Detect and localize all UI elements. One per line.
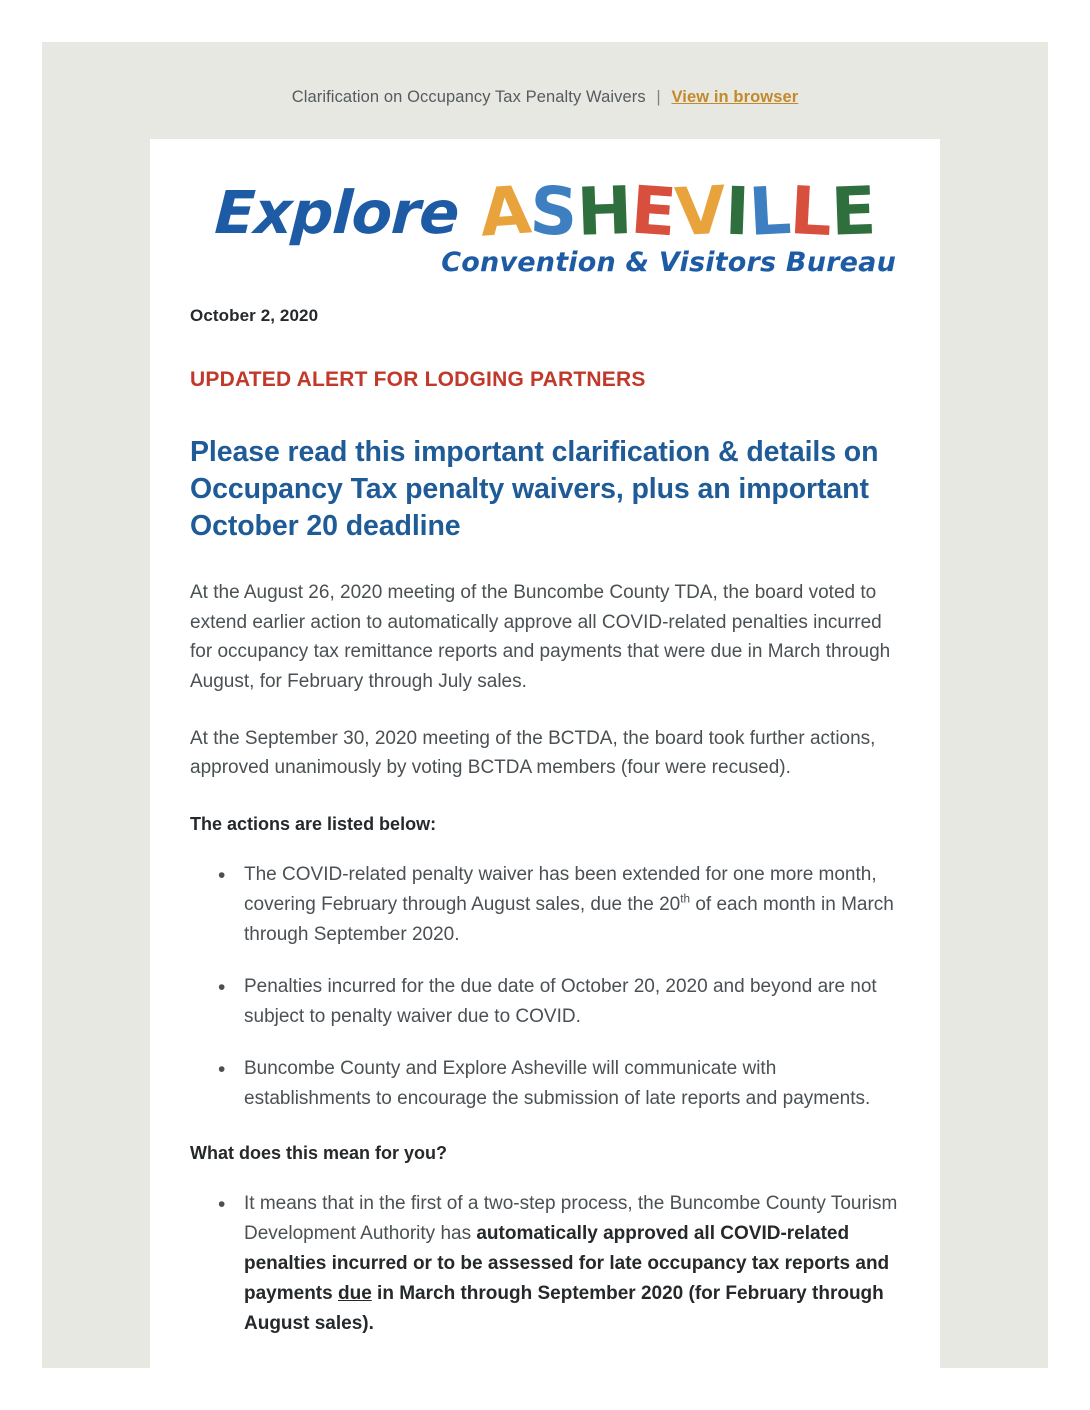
preheader-bar [42, 88, 1048, 107]
actions-heading: The actions are listed below: [190, 813, 437, 834]
action-text-2: Penalties incurred for the due date of October 20, 2020 and beyond are not subject to penalty waiver due to COVID. [244, 975, 877, 1027]
list-item [244, 1189, 900, 1339]
meaning-list [190, 1189, 900, 1339]
action-text-1a: The COVID-related penalty waiver has been extended for one more month, covering February through August sales, due the 20 [244, 863, 877, 915]
logo-letter-i: I [724, 172, 751, 251]
logo-letter-e2: E [829, 172, 877, 251]
meaning-heading: What does this mean for you? [190, 1142, 448, 1163]
paragraph-2: At the September 30, 2020 meeting of the BCTDA, the board took further actions, approved unanimously by voting BCTDA members (four were recused). [190, 728, 876, 779]
preheader-subject: Clarification on Occupancy Tax Penalty Waivers [291, 88, 646, 106]
preheader-separator: | [656, 88, 661, 106]
list-item [244, 860, 900, 950]
meaning-bold-underlined-due: due [337, 1283, 372, 1305]
logo-letter-e1: E [628, 171, 678, 252]
action-text-1b: of each month in March through September 2020. [244, 893, 894, 945]
logo-letter-l2: L [788, 171, 834, 252]
actions-list [190, 860, 900, 1114]
view-in-browser-link[interactable]: View in browser [671, 88, 799, 106]
paragraph-1: At the August 26, 2020 meeting of the Buncombe County TDA, the board voted to extend earlier action to automatically approve all COVID-related penalties incurred for occupancy tax remittance reports and payments that were due in March through August, for February through July sales. [190, 582, 891, 692]
action-superscript-1: th [680, 892, 691, 906]
logo-letter-a1: A [477, 171, 533, 252]
list-item [244, 972, 900, 1032]
explore-asheville-logo [176, 173, 914, 288]
meaning-bold-text-1: automatically approved all COVID-related penalties incurred or to be assessed for late occupancy tax reports and payments [244, 1223, 890, 1305]
logo-wordmark [176, 171, 914, 252]
meaning-lead-text: It means that in the first of a two-step process, the Buncombe County Tourism Development Authority has [244, 1192, 898, 1244]
email-background [42, 42, 1048, 1368]
email-date: October 2, 2020 [190, 306, 319, 325]
alert-heading: UPDATED ALERT FOR LODGING PARTNERS [190, 368, 646, 391]
logo-letter-h: H [575, 172, 633, 251]
page-title: Please read this important clarification & details on Occupancy Tax penalty waivers, plus an important October 20 deadline [190, 436, 879, 542]
logo-subtitle: Convention & Visitors Bureau [441, 247, 896, 278]
logo-letter-l1: L [746, 171, 792, 252]
logo-letter-s: S [528, 171, 579, 252]
list-item [244, 1054, 900, 1114]
email-card [150, 139, 940, 1405]
meaning-bold-text-2: in March through September 2020 (for February through August sales). [244, 1283, 884, 1335]
logo-explore-text: Explore [213, 177, 461, 247]
logo-letter-v: V [673, 171, 728, 252]
logo-asheville-text [477, 171, 877, 252]
action-text-3: Buncombe County and Explore Asheville will communicate with establishments to encourage the submission of late reports and payments. [244, 1057, 871, 1109]
email-body [176, 288, 914, 1339]
